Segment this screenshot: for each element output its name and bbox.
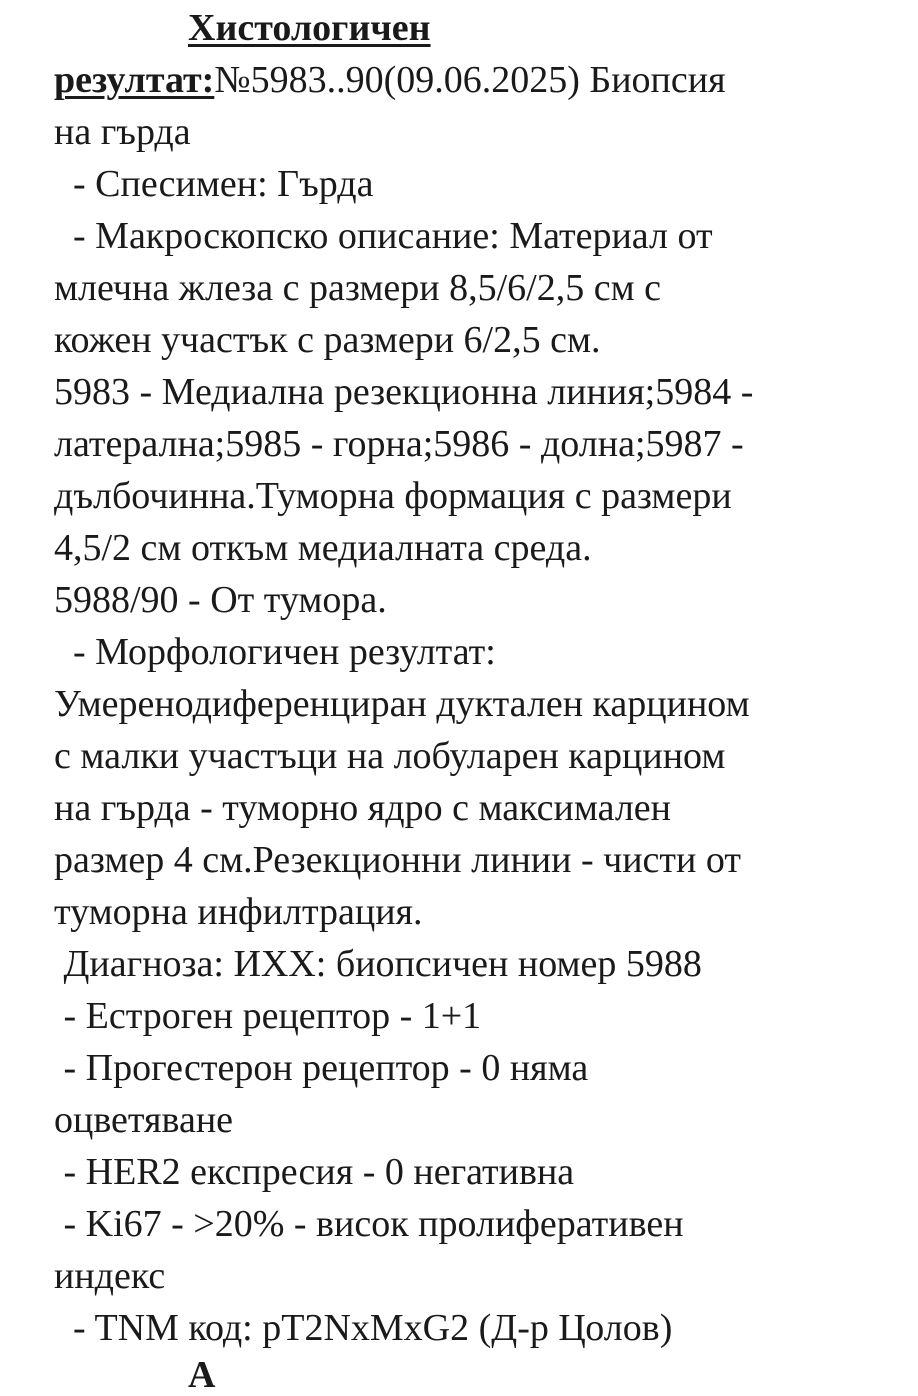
morph-line-1: - Морфологичен резултат: [54, 631, 496, 673]
result-header: №5983..90(09.06.2025) Биопсия [214, 59, 726, 101]
her2-line: - HER2 експресия - 0 негативна [54, 1151, 575, 1193]
macro-line-4: 5983 - Медиална резекционна линия;5984 - [54, 371, 754, 413]
progesterone-line-2: оцветяване [54, 1099, 234, 1141]
specimen-line: - Спесимен: Гърда [54, 163, 374, 205]
report-header-line [54, 54, 726, 106]
morph-line-3: с малки участъци на лобуларен карцином [54, 735, 726, 777]
tnm-line: - TNM код: pT2NxMxG2 (Д-р Цолов) [54, 1307, 673, 1349]
header-line-2: на гърда [54, 111, 191, 153]
morph-line-5: размер 4 см.Резекционни линии - чисти от [54, 839, 741, 881]
macro-line-8: 5988/90 - От тумора. [54, 579, 387, 621]
morph-line-2: Умеренодиференциран дуктален карцином [54, 683, 750, 725]
diagnosis-line: Диагноза: ИХХ: биопсичен номер 5988 [54, 943, 702, 985]
macro-line-6: дълбочинна.Туморна формация с размери [54, 475, 732, 517]
ki67-line-2: индекс [54, 1255, 166, 1297]
morph-line-6: туморна инфилтрация. [54, 891, 423, 933]
macro-line-3: кожен участък с размери 6/2,5 см. [54, 319, 601, 361]
macro-line-1: - Макроскопско описание: Материал от [54, 215, 713, 257]
macro-line-5: латерална;5985 - горна;5986 - долна;5987 - [54, 423, 744, 465]
ki67-line-1: - Ki67 - >20% - висок пролиферативен [54, 1203, 684, 1245]
macro-line-7: 4,5/2 см откъм медиалната среда. [54, 527, 592, 569]
macro-line-2: млечна жлеза с размери 8,5/6/2,5 см с [54, 267, 662, 309]
progesterone-line-1: - Прогестерон рецептор - 0 няма [54, 1047, 589, 1089]
estrogen-line: - Естроген рецептор - 1+1 [54, 995, 482, 1037]
result-label: резултат: [54, 59, 215, 101]
morph-line-4: на гърда - туморно ядро с максимален [54, 787, 671, 829]
cropped-next-line: A [188, 1354, 216, 1396]
report-title: Хистологичен [188, 7, 431, 49]
